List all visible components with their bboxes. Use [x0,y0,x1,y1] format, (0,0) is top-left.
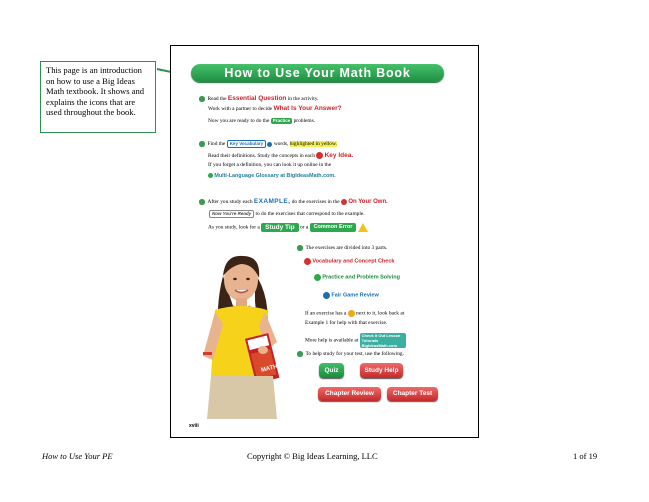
s4-line7: More help is available at Check It Out Lesson Tutorials BigIdeasMath.com [305,333,406,348]
intro-callout [40,61,156,133]
speaker-icon [267,142,272,147]
fair-game-icon [323,292,330,299]
on-your-own-label: On Your Own. [348,199,388,205]
key-idea-icon [316,152,323,159]
page-number: xviii [189,423,199,429]
help-number-icon [348,310,355,317]
s1-line1: Read the Essential Question in the activity. [199,95,318,103]
on-your-own-icon [341,199,347,205]
s4-line1: The exercises are divided into 3 parts. [297,245,387,252]
s1-line3: Now you are ready to do the Practice problems. [208,118,316,125]
quiz-button[interactable]: Quiz [319,363,344,378]
s2-line2: Read their definitions. Study the concepts in each Key Idea. [208,152,354,159]
what-is-your-answer-label: What Is Your Answer? [273,105,342,112]
study-help-button[interactable]: Study Help [360,363,403,378]
book-page [170,45,479,438]
chapter-test-button[interactable]: Chapter Test [387,387,438,401]
s2-line1: Find the Key Vocabulary words, highlighted in yellow. [199,140,337,148]
bullet-icon [199,96,205,102]
s3-line2: Now You're Ready to do the exercises that correspond to the example. [209,210,365,218]
example-label: EXAMPLE, [253,198,291,205]
footer-page-count: 1 of 19 [573,451,598,461]
s4-line6: Example 1 for help with that exercise. [305,320,388,326]
glossary-link[interactable]: Multi-Language Glossary at BigIdeasMath.com. [214,173,336,179]
page-title: How to Use Your Math Book [191,64,444,82]
s2-line3: If you forget a definition, you can look it up online in the [208,162,332,168]
check-it-out-tag[interactable]: Check It Out Lesson Tutorials BigIdeasMath.com [360,333,406,348]
warning-icon [358,223,368,232]
chapter-review-button[interactable]: Chapter Review [318,387,381,401]
s4-line8: To help study for your test, use the following. [297,351,404,358]
student-illustration [193,246,299,419]
vocabulary-check-icon [304,258,311,265]
book-cover-label: MATH [260,363,279,374]
footer-copyright: Copyright © Big Ideas Learning, LLC [247,451,378,461]
footer-left: How to Use Your PE [42,451,113,461]
callout-text: This page is an introduction on how to use a Big Ideas Math textbook. It shows and explains the icons that are used throughout the book. [46,65,145,118]
highlighted-text: highlighted in yellow. [289,141,337,148]
s1-line2: Work with a partner to decide What Is Your Answer? [208,105,342,112]
s3-line1: After you study each EXAMPLE, do the exercises in the On Your Own. [199,198,388,206]
s4-line5: If an exercise has a next to it, look back at [305,310,405,317]
now-youre-ready-tag: Now You're Ready [209,210,254,218]
practice-tag: Practice [272,118,291,123]
essential-question-label: Essential Question [227,95,287,102]
s4-part1: Vocabulary and Concept Check [304,258,394,266]
practice-icon [314,274,321,281]
common-error-tag: Common Error [310,223,357,232]
key-idea-label: Key Idea. [324,152,354,159]
s4-part2: Practice and Problem Solving [314,274,400,282]
bullet-icon [199,141,205,147]
s4-part3: Fair Game Review [323,292,379,300]
study-tip-tag: Study Tip [261,223,299,232]
s3-line3: As you study, look for a Study Tip or a Common Error [208,223,368,232]
speaker-icon [208,173,213,178]
key-vocabulary-tag: Key Vocabulary [227,140,266,148]
bullet-icon [199,199,205,205]
s2-line4 [208,173,336,180]
